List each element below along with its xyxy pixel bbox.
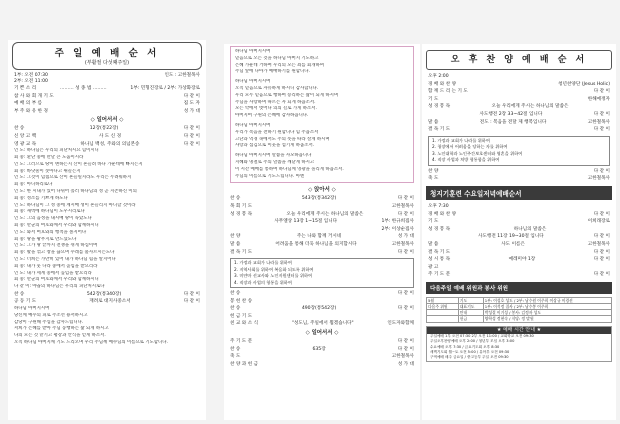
text-line: 4. 직장 사업과 처방 형통함을 위하여	[432, 157, 500, 163]
order-row	[224, 195, 420, 203]
text-line: 주일오후찬양예배 오후 2:00 / 청년부 모임 오후 3:00	[430, 339, 515, 344]
order-detail: 오늘 우리에게 주시는 하나님의 말씀은	[286, 211, 364, 217]
order-leader: 다 같 이	[593, 249, 610, 255]
order-row	[8, 108, 206, 116]
text-line: 회 중: 환난 중에 만날 큰 도움이시라	[14, 154, 84, 160]
order-row	[422, 264, 616, 272]
order-row	[422, 256, 616, 264]
order-item: 봉 헌 찬 송	[230, 298, 253, 304]
order-leader: 고한철목사	[587, 241, 610, 247]
afternoon-time: 오후 2:00	[428, 74, 449, 79]
order-leader: 한해예정자	[587, 96, 610, 102]
order-detail	[456, 81, 558, 89]
text-line: 인 도: 한 시내가 있어 나뉘어 흘러 하나님의 성 곧 지존하신 이의	[14, 188, 137, 194]
order-item: 광 고	[428, 264, 439, 270]
text-line: 주님의 이름으로 기도드립니다. 아멘	[235, 173, 305, 179]
table-cell: 대표기도	[458, 304, 483, 310]
order-leader: 다 같 이	[183, 299, 200, 305]
text-line: 오직 하나님 아버지께 기도 드리오며 우리 주님께 예수님의 이름으로 기도합니다.	[14, 340, 168, 346]
text-line: 인 도: 그것이 넘침으로 산이 흔들릴지라도 우리는 두려워하지	[14, 175, 132, 181]
wednesday-time: 오후 7:30	[428, 203, 449, 209]
order-detail: 전도 : 복음을 전달 제 행복입니다	[479, 119, 547, 125]
order-row	[224, 241, 420, 249]
order-item: 친 교 와 소 식	[230, 321, 259, 327]
order-row	[422, 249, 616, 257]
section-stand: ◇ 일어서서 ◇	[305, 330, 339, 337]
order-row	[224, 346, 420, 354]
order-detail	[252, 313, 414, 321]
order-item: 결 독 기 도	[428, 127, 451, 133]
order-row	[224, 203, 420, 211]
order-detail	[438, 218, 587, 226]
order-row	[422, 88, 616, 96]
text-line: 하나님 아버지시여	[235, 79, 271, 85]
text-line: 인 도: 하나님이 그 성 중에 계시매 성이 흔들리지 아니할 것이라	[14, 202, 136, 208]
order-item: 찬 송	[230, 196, 241, 202]
text-line: 새벽기도회 월~토 오전 5:00 / 유아부 오전 09:30	[430, 349, 510, 354]
text-line: 하나님 아버지시여	[14, 306, 50, 312]
section-sit: ◇ 앉아서 ◇	[308, 187, 336, 194]
order-item: 말 씀	[230, 241, 241, 247]
order-row	[224, 338, 420, 346]
order-row	[8, 100, 206, 108]
service-time: 1부: 오전 07:30	[14, 73, 48, 78]
order-item: 공 동 기 도	[14, 299, 37, 305]
text-line: 회 중: 만군의 여호와께서 우리와 함께하시니	[14, 222, 99, 228]
table-cell: 다음주 위원	[427, 304, 459, 310]
order-row	[8, 93, 206, 101]
order-leader: 고한철목사	[587, 119, 610, 125]
order-leader: 고한철목사	[391, 354, 414, 360]
order-leader: 다 같 이	[397, 306, 414, 312]
page-title: 주 일 예 배 순 서	[54, 48, 160, 59]
order-item: 찬 양 과 헌 금	[230, 361, 259, 367]
table-cell: 1부: 이성호 성도 / 2부: 남수원 이주희 이상규 이경선	[483, 297, 611, 303]
order-row	[422, 81, 616, 89]
text-line: 1. 가정과 교회가 나라를 위하여	[432, 137, 490, 143]
text-line: 다 같 이: 야곱의 하나님은 우리의 피난처시로다	[14, 284, 105, 290]
order-item: 찬 송	[230, 346, 241, 352]
afternoon-service-panel	[422, 44, 616, 420]
order-leader: 2부: 이상순집사	[381, 226, 414, 232]
order-row	[422, 233, 616, 241]
text-line: 수요예배 오후 7:30 / 금요기도회 오후 8:30	[430, 344, 500, 349]
text-line: 하나님 아버지시여	[235, 49, 271, 54]
order-leader: 다 같 이	[593, 211, 610, 217]
order-item: 주 기 도 문	[428, 272, 451, 278]
order-leader: 다 같 이	[397, 196, 414, 202]
order-row	[8, 133, 206, 141]
order-detail	[230, 226, 381, 234]
text-line: 하나님 아버지시여 말씀을 사모하옵니다	[235, 153, 312, 159]
order-detail	[438, 175, 587, 183]
order-detail: 12장(통22장)	[89, 126, 119, 132]
table-row	[427, 316, 612, 322]
order-row	[422, 96, 616, 104]
text-line: 3. 미얀마 선교사와 노인지원센터를 위하여	[234, 273, 313, 279]
order-leader: 다 같 이	[183, 93, 200, 99]
order-detail	[42, 100, 184, 108]
section-stand: ◇ 일어서서 ◇	[90, 117, 124, 124]
order-leader: 다 같 이	[593, 257, 610, 263]
litany	[8, 148, 206, 291]
text-line: 고난과 역경 속에서도 주의 뜻을 따라 살게 하시며	[235, 136, 330, 142]
text-line: 회 중: 땅을 황무지로 만드셨도다	[14, 236, 77, 242]
order-detail	[48, 108, 184, 116]
order-item: 신 앙 고 백	[14, 133, 37, 139]
presider: 인도 : 고한철목사	[164, 73, 200, 78]
order-row	[422, 119, 616, 127]
order-leader: 다 같 이	[183, 141, 200, 147]
order-leader: 성 가 대	[183, 108, 200, 114]
order-item: 찬 송	[230, 291, 241, 297]
text-line: 지혜와 명철로 주의 말씀을 깨닫게 하시고	[235, 159, 315, 165]
order-item: 경 배 와 찬 양	[428, 81, 457, 87]
order-row	[422, 126, 616, 134]
order-detail	[240, 290, 397, 298]
text-line: 주님을 사랑하며 따르는 자 되게 하옵소서.	[235, 99, 316, 105]
order-detail	[258, 361, 398, 369]
order-leader: 다 같 이	[183, 126, 200, 132]
text-line: 당신께 예수의 피로 주소선 용서하시고	[14, 312, 88, 318]
order-leader: 다 같 이	[397, 339, 414, 345]
order-detail	[438, 96, 587, 104]
text-line: 인 도: 그가 땅 끝까지 전쟁을 쉬게 하심이여	[14, 243, 98, 249]
order-item: 참 사 와 회 개 기 도	[14, 93, 54, 99]
order-detail: "성도님, 주일에서 뵙겠습니다"	[291, 321, 354, 327]
order-detail: 사도행전 11장 19~30절 입니다	[478, 234, 544, 240]
order-detail	[438, 264, 610, 272]
order-leader: 다 같 이	[593, 127, 610, 133]
order-row	[224, 298, 420, 306]
text-line: 인 도: 하나님은 우리의 피난처시요 힘이시니	[14, 148, 99, 154]
order-detail	[252, 298, 414, 306]
order-leader: 다 같 이	[593, 89, 610, 95]
order-item: 영 광 교 독	[14, 141, 37, 147]
order-item: 기 도	[428, 96, 439, 102]
order-detail	[54, 93, 184, 101]
wednesday-section-header: 청지기훈련 수요일저녁예배순서	[426, 186, 612, 200]
order-item: 부 주 와 유 한 경	[14, 108, 48, 114]
prayer-topics-box	[230, 258, 414, 288]
order-item: 축 도	[230, 354, 241, 360]
order-row	[8, 141, 206, 149]
order-row	[224, 361, 420, 369]
order-item: 찬 양	[428, 168, 439, 174]
order-item: 성 경 봉 독	[230, 211, 253, 217]
order-leader: 다 같 이	[397, 249, 414, 255]
order-leader: 1부: 한규희집사	[381, 219, 414, 225]
order-row	[224, 218, 420, 226]
order-detail: ……… 성 종 법 ………	[59, 86, 107, 91]
order-row	[422, 211, 616, 219]
order-row	[8, 298, 206, 306]
service-times-notice	[426, 326, 612, 362]
order-item: 기 도	[428, 219, 439, 225]
text-line: 4. 직장과 사업의 형통을 위하여	[234, 279, 292, 285]
order-row	[422, 241, 616, 249]
order-row	[224, 313, 420, 321]
text-line: 인 도: 내가 세계 중에서 높임을 받으리라	[14, 270, 92, 276]
order-leader: 다 같 이	[593, 111, 610, 117]
order-row	[422, 103, 616, 111]
order-leader: 다 같 이	[183, 291, 200, 297]
text-line: 나의 모든 것 맡기고 평강과 안식을 얻게 하소서.	[14, 333, 106, 339]
order-item: 함 께 드 리 는 기 도	[428, 89, 468, 95]
order-leader: 1부: 민형진장로 / 2부: 가상화장로	[130, 86, 200, 91]
order-detail	[450, 271, 594, 279]
text-line: 2. 청장에서 어려움을 당하는 자를 위하여	[432, 144, 508, 150]
text-line: 감당이 구원해 주심을 감사드립니다.	[14, 319, 84, 325]
order-item: 성 경 봉 독	[428, 104, 451, 110]
order-item: 결 독 기 도	[428, 249, 451, 255]
text-line: 회 중: 내가 뭇 나라 중에서 높임을 받으리라	[14, 263, 98, 269]
order-detail: 하나님의 말씀은	[513, 226, 547, 232]
text-line: 모든 악에서 벗어나 의의 길로 가게 하소서.	[235, 106, 317, 112]
worship-order-continued-panel	[224, 44, 420, 420]
table-cell: 안내	[458, 310, 483, 316]
text-line: 주일예배 1부 오전 07:30 2부 오전 11:00 / 교회학교 오전 09:30	[430, 333, 534, 338]
table-cell: 양학성 정현숙 / 식당: 정 말원	[483, 316, 611, 322]
text-line: 구역예배 매주 금요일 / 중고등부 주일 오전 09:30	[430, 355, 509, 360]
order-row	[8, 291, 206, 299]
table-cell	[427, 316, 459, 322]
order-item: 찬 송	[14, 291, 25, 297]
order-detail: 오늘 우리에게 주시는 하나님의 말씀은	[491, 104, 569, 110]
order-leader: 성 가 대	[397, 361, 414, 367]
order-leader: 집 도 자	[183, 101, 200, 107]
order-item: 성 시 통 독	[428, 257, 451, 263]
order-leader: 다 같 이	[397, 211, 414, 217]
order-detail: 예레미야 1장	[508, 257, 536, 263]
text-line: 우리가 복음을 전하기 원합니다 힘 주옵소서	[235, 129, 319, 135]
text-line: 회 중: 성소를 기쁘게 하도다	[14, 195, 68, 201]
text-line: 회 중: 바닷물이 솟아나고 뛰놀든지	[14, 168, 81, 174]
text-line: 하나님 아버지시여	[235, 122, 271, 128]
order-row	[422, 168, 616, 176]
order-detail	[252, 203, 392, 211]
text-line: 이 시간 예배를 통하여 하나님께 영광을 돌리게 하옵소서.	[235, 166, 344, 172]
prayer-box	[230, 46, 414, 183]
order-row	[224, 249, 420, 257]
order-detail	[240, 353, 391, 361]
order-leader: 다 같 이	[397, 291, 414, 297]
text-line: 우리 모두 믿음으로 행하여 승리하는 삶이 되게 하시며	[235, 92, 339, 98]
order-detail: 사도 이름은	[501, 241, 525, 247]
order-row	[224, 233, 420, 241]
order-row	[422, 111, 616, 119]
order-detail	[252, 249, 398, 257]
order-row	[8, 85, 206, 93]
order-leader: 다 같 이	[593, 234, 610, 240]
prayer-topics-box	[428, 136, 610, 166]
order-detail	[450, 249, 594, 257]
order-row	[422, 226, 616, 234]
text-line: 믿음으로 오는 것을 하나님 아버지 기도하고	[235, 55, 319, 61]
text-line: 회 중: 만군의 여호와께서 우리와 함께하시니	[14, 277, 99, 283]
order-item: 기 쁜 소 리	[14, 86, 37, 91]
order-item: 목 회 기 도	[230, 203, 253, 209]
order-leader: 고한철목사	[391, 241, 414, 247]
order-leader: 다 같 이	[593, 168, 610, 174]
common-prayer-text	[8, 306, 206, 347]
order-detail: 사도행전 2장 33~42절 입니다	[479, 111, 543, 117]
text-line: 오직 믿음으로 자유하게 하시니 감사합니다.	[235, 85, 319, 91]
table-cell: 박성결 이기성 / 봉사: 김정자 성도	[483, 310, 611, 316]
order-detail: 635장	[312, 346, 326, 352]
order-leader: 다 같 이	[397, 346, 414, 352]
order-item: 헌 금 기 도	[230, 313, 253, 319]
text-line: 인 도: 너희는 가만히 있어 내가 하나님 됨을 알지어다	[14, 256, 116, 262]
order-leader: 성 가 대	[397, 234, 414, 240]
text-line: 3. 노인대학과 노인주간보호센터와 영혼을 위하여	[432, 150, 523, 156]
order-row	[422, 175, 616, 183]
order-row	[224, 290, 420, 298]
order-detail: 재려로 대지사중소서	[89, 299, 131, 305]
text-line: 회 중: 새벽에 하나님이 도우시리로다	[14, 209, 85, 215]
worship-order-panel	[8, 40, 206, 420]
worship-title-box	[12, 42, 202, 70]
text-line: 은혜 가운데 거하여 우리의 모든 죄를 회개하며	[235, 62, 324, 68]
order-detail: 어려움을 통해 더욱 하나님을 의지합시다	[275, 241, 357, 247]
text-line: 저희가 은혜를 받아 주님 동행하는 삶 되게 하시고	[14, 326, 109, 332]
afternoon-title: 오 후 찬 양 예 배 순 서	[426, 50, 612, 70]
text-line: 인 도: 그러므로 땅이 변하든지 산이 흔들려 바다 가운데에 빠지든지	[14, 161, 143, 167]
order-leader: 고한철목사	[391, 203, 414, 209]
order-row	[224, 353, 420, 361]
order-row	[224, 211, 420, 219]
order-item: 찬 송	[14, 126, 25, 132]
order-detail	[456, 211, 594, 219]
order-item: 성 경 봉 독	[428, 226, 451, 232]
order-item: 경 배 와 찬 양	[428, 211, 457, 217]
text-line: 사랑과 섬김으로 이웃을 섬기게 하옵소서.	[235, 143, 315, 149]
order-detail	[438, 168, 593, 176]
order-row	[224, 305, 420, 313]
table-cell: 헌금	[458, 316, 483, 322]
text-line: 주님 앞에 나아가 예배하기를 원합니다.	[235, 69, 310, 75]
order-leader: 고한철목사	[587, 176, 610, 182]
notice-title: ★ 예배 시간 안내 ★	[427, 327, 611, 334]
text-line: 2. 지역사회를 위하여 복음화 되도록 위하여	[234, 266, 314, 272]
service-time: 2부: 오전 11:00	[14, 79, 48, 84]
order-item: 찬 송	[230, 306, 241, 312]
text-line: 회 중: 활을 꺾고 창을 끊으며 수레를 불사르시는도다	[14, 250, 115, 256]
order-detail: 사 도 신 경	[98, 133, 122, 139]
order-row	[422, 218, 616, 226]
order-leader: 인도자와함께	[387, 321, 414, 327]
order-detail: 하나님 백성, 주와의 의넘본송	[80, 141, 140, 147]
table-cell: 1부: 이석정 집사 / 2부: 남수봉 이주희	[483, 304, 611, 310]
order-detail	[450, 126, 594, 134]
order-detail: 490장(통542장)	[301, 306, 337, 312]
next-week-table	[426, 297, 612, 323]
order-row	[224, 226, 420, 234]
order-detail	[468, 88, 594, 96]
order-row	[8, 125, 206, 133]
text-line: 인 도: 와서 여호와의 행적을 볼지어다	[14, 229, 87, 235]
order-item: 찬 양	[230, 234, 241, 240]
order-detail: 543장(통342장)	[301, 196, 337, 202]
order-leader: 다 같 이	[593, 272, 610, 278]
order-item: 예 배 의 부 름	[14, 101, 43, 107]
order-item: 축 도	[428, 176, 439, 182]
order-leader: 이희래장로	[587, 219, 610, 225]
order-item: 말 씀	[428, 241, 439, 247]
order-detail: 주는 나와 함께 거시네	[296, 234, 342, 240]
page-subtitle: (부활절 다섯째주일)	[84, 60, 130, 66]
order-row	[224, 320, 420, 328]
order-item: 결 독 기 도	[230, 249, 253, 255]
order-detail	[252, 338, 398, 346]
table-cell: 5월	[427, 297, 459, 303]
table-cell: 기도	[458, 297, 483, 303]
text-line: 회 중: 아니하리로다	[14, 182, 53, 188]
order-item: 주 기 도 문	[230, 339, 253, 345]
order-leader: 다 같 이	[183, 133, 200, 139]
order-row	[422, 271, 616, 279]
order-detail: 542장(통340장)	[86, 291, 122, 297]
order-item: 말 씀	[428, 119, 439, 125]
order-detail: 사무엘상 13장 1~15절 입니다	[274, 219, 338, 225]
text-line: 아버지여 구원의 은혜에 감사하옵니다.	[235, 113, 309, 119]
order-leader: 청년찬양단 (Jesus Holic)	[558, 81, 610, 87]
text-line: 1. 가정과 교회가 나라를 위하여	[234, 260, 292, 266]
next-week-header: 다음주일 예배 위원과 봉사 위원	[426, 282, 612, 294]
text-line: 인 도: 그의 음성을 내시매 땅이 녹았도다	[14, 216, 92, 222]
